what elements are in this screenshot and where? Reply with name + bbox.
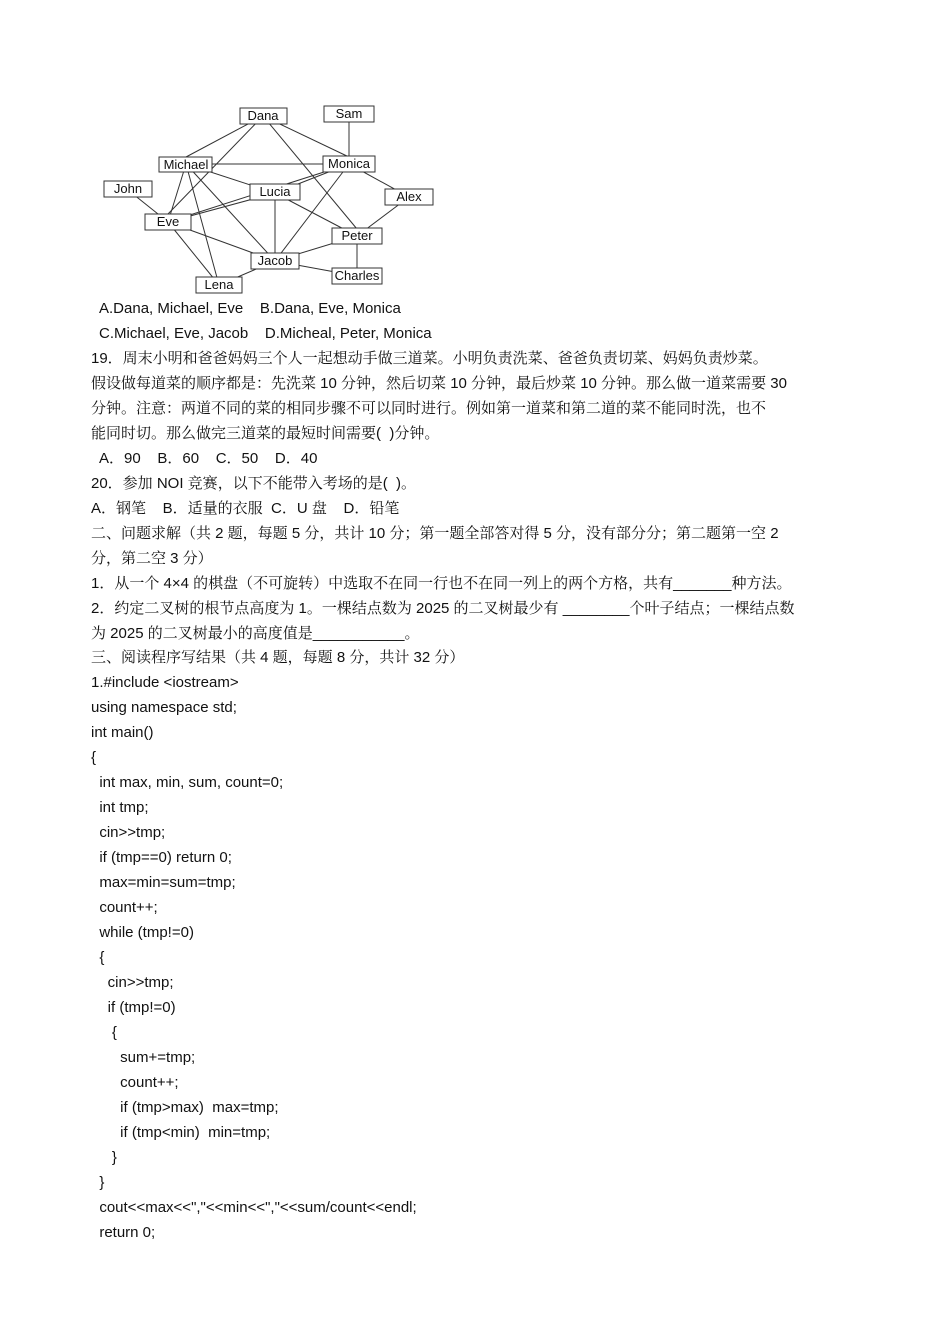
svg-text:Monica: Monica xyxy=(328,156,370,171)
q20-stem: 20．参加 NOI 竞赛，以下不能带入考场的是( )。 xyxy=(91,475,417,492)
q19-text-line-4: 能同时切。那么做完三道菜的最短时间需要( )分钟。 xyxy=(91,425,440,442)
section2-header-line-2: 分，第二空 3 分） xyxy=(91,550,213,567)
svg-text:Jacob: Jacob xyxy=(257,253,293,268)
code-line: count++; xyxy=(91,899,158,916)
q19-options: A．90 B．60 C．50 D．40 xyxy=(99,450,318,467)
code-line: int main() xyxy=(91,724,154,741)
code-line: } xyxy=(91,1174,105,1191)
code-line: cin>>tmp; xyxy=(91,974,174,991)
q20-options: A．钢笔 B．适量的衣服 C．U 盘 D．铅笔 xyxy=(91,500,400,517)
node-monica xyxy=(323,156,375,172)
node-lena xyxy=(196,277,242,293)
q18-options-line-1: A.Dana, Michael, Eve B.Dana, Eve, Monica xyxy=(99,300,401,317)
node-dana xyxy=(240,108,287,124)
q19-text-line-3: 分钟。注意：两道不同的菜的相同步骤不可以同时进行。例如第一道菜和第二道的菜不能同时洗，也不 xyxy=(91,400,767,417)
node-john xyxy=(104,181,152,197)
svg-text:Peter: Peter xyxy=(341,228,373,243)
node-eve xyxy=(145,214,191,230)
section2-header-line-1: 二、问题求解（共 2 题，每题 5 分，共计 10 分；第一题全部答对得 5 分，没有部分分；第二题第一空 2 xyxy=(91,525,779,542)
node-lucia xyxy=(250,184,300,200)
code-line: } xyxy=(91,1149,117,1166)
svg-text:Lucia: Lucia xyxy=(259,184,291,199)
node-sam xyxy=(324,106,374,122)
svg-text:Michael: Michael xyxy=(163,157,209,172)
node-michael xyxy=(159,157,212,172)
code-line: while (tmp!=0) xyxy=(91,924,194,941)
q19-text-line-1: 19．周末小明和爸爸妈妈三个人一起想动手做三道菜。小明负责洗菜、爸爸负责切菜、妈妈负责炒菜。 xyxy=(91,350,768,367)
node-charles xyxy=(332,268,382,284)
q18-options-line-2: C.Michael, Eve, Jacob D.Micheal, Peter, Monica xyxy=(99,325,432,342)
code-line: int max, min, sum, count=0; xyxy=(91,774,284,791)
code-line: if (tmp!=0) xyxy=(91,999,176,1016)
code-line: max=min=sum=tmp; xyxy=(91,874,236,891)
problem-2-line-2: 为 2025 的二叉树最小的高度值是___________。 xyxy=(91,625,420,642)
code-line: if (tmp<min) min=tmp; xyxy=(91,1124,271,1141)
problem-1: 1．从一个 4×4 的棋盘（不可旋转）中选取不在同一行也不在同一列上的两个方格，共有_______种方法。 xyxy=(91,575,792,592)
code-line: { xyxy=(91,949,105,966)
code-line: cin>>tmp; xyxy=(91,824,166,841)
code-line: cout<<max<<","<<min<<","<<sum/count<<endl; xyxy=(91,1199,417,1216)
code-line: sum+=tmp; xyxy=(91,1049,196,1066)
node-jacob xyxy=(251,253,299,269)
node-peter xyxy=(332,228,382,244)
code-line: { xyxy=(91,1024,117,1041)
code-line: return 0; xyxy=(91,1224,156,1241)
code-line: { xyxy=(91,749,97,766)
code-line: int tmp; xyxy=(91,799,149,816)
svg-text:Eve: Eve xyxy=(156,214,180,229)
code-line: using namespace std; xyxy=(91,699,237,716)
node-alex xyxy=(385,189,433,205)
svg-text:Dana: Dana xyxy=(247,108,279,123)
code-line: 1.#include <iostream> xyxy=(91,674,239,691)
svg-text:Alex: Alex xyxy=(396,189,422,204)
code-line: if (tmp>max) max=tmp; xyxy=(91,1099,279,1116)
svg-text:Sam: Sam xyxy=(335,106,363,121)
q19-text-line-2: 假设做每道菜的顺序都是：先洗菜 10 分钟，然后切菜 10 分钟，最后炒菜 10 分钟。那么做一道菜需要 30 xyxy=(91,375,787,392)
section3-header: 三、阅读程序写结果（共 4 题，每题 8 分，共计 32 分） xyxy=(91,649,465,666)
svg-text:John: John xyxy=(113,181,143,196)
svg-text:Lena: Lena xyxy=(204,277,234,292)
code-line: if (tmp==0) return 0; xyxy=(91,849,232,866)
svg-text:Charles: Charles xyxy=(334,268,380,283)
code-line: count++; xyxy=(91,1074,179,1091)
problem-2-line-1: 2．约定二叉树的根节点高度为 1。一棵结点数为 2025 的二叉树最少有 ________个叶子结点；一棵结点数 xyxy=(91,600,795,617)
social-graph-diagram xyxy=(100,102,440,300)
graph-nodes xyxy=(104,106,433,293)
